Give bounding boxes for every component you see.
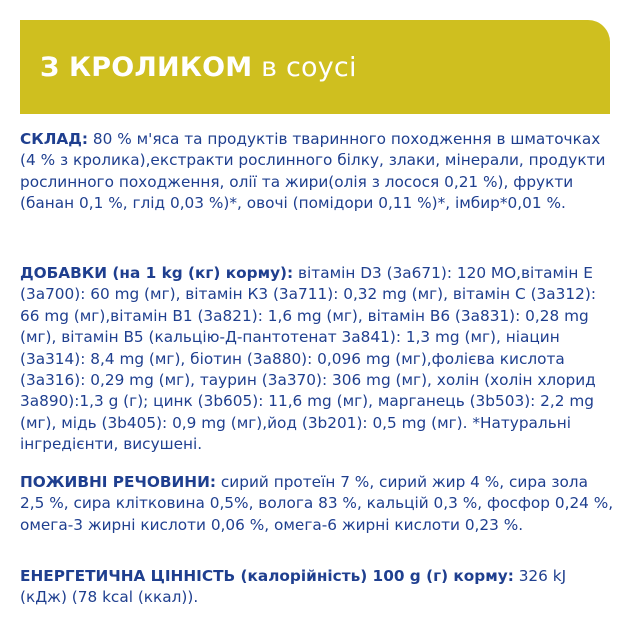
nutrients-text: сирий протеїн 7 %, сирий жир 4 %, сира зола 2,5 %, сира клітковина 0,5%, волога 83 %, кальцій 0,3 %, фосфор 0,24 %, омега-3 жирні кислоти 0,06 %, омега-6 жирні кислоти 0,23 %. [20,473,614,534]
composition-label: СКЛАД: [20,130,89,148]
nutrients-label: ПОЖИВНІ РЕЧОВИНИ: [20,473,217,491]
additives-text: вітамін D3 (3а671): 120 МО,вітамін Е (3а700): 60 mg (мг), вітамін К3 (3а711): 0,32 mg (мг), вітамін С (3а312): 66 mg (мг),вітамін В1 (3а821): 1,6 mg (мг), вітамін В6 (3а831): 0,28 mg (мг), вітамін В5 (кальцію-Д-пантотенат 3а841): 1,3 mg (мг), ніацин (3а314): 8,4 mg (мг), біотин (3а880): 0,096 mg (мг),фолієва кислота (3а316): 0,29 mg (мг), таурин (3а370): 306 mg (мг), холін (холін хлорид 3а890):1,3 g (г); цинк (3b605): 11,6 mg (мг), марганець (3b503): 2,2 mg (мг), мідь (3b405): 0,9 mg (мг),йод (3b201): 0,5 mg (мг). *Натуральні інгредієнти, висушені. [20,264,596,454]
energy-label: ЕНЕРГЕТИЧНА ЦІННІСТЬ (калорійність) 100 g (г) корму: [20,567,514,585]
product-title-sauce: в соусі [252,51,357,83]
additives-section [20,263,616,456]
product-title [40,52,357,83]
nutrients-section [20,472,616,536]
composition-section [20,129,616,215]
energy-section [20,566,616,609]
additives-label: ДОБАВКИ (на 1 kg (кг) корму): [20,264,294,282]
composition-text: 80 % м'яса та продуктів тваринного походження в шматочках (4 % з кролика),екстракти рослинного білку, злаки, мінерали, продукти рослинного походження, олії та жири(олія з лосося 0,21 %), фрукти (банан 0,1 %, глід 0,03 %)*, овочі (помідори 0,11 %)*, імбир*0,01 %. [20,130,606,213]
product-title-main: З КРОЛИКОМ [40,51,253,83]
energy-text: 326 kJ (кДж) (78 kcal (ккал)). [20,567,567,607]
title-banner [20,20,610,114]
